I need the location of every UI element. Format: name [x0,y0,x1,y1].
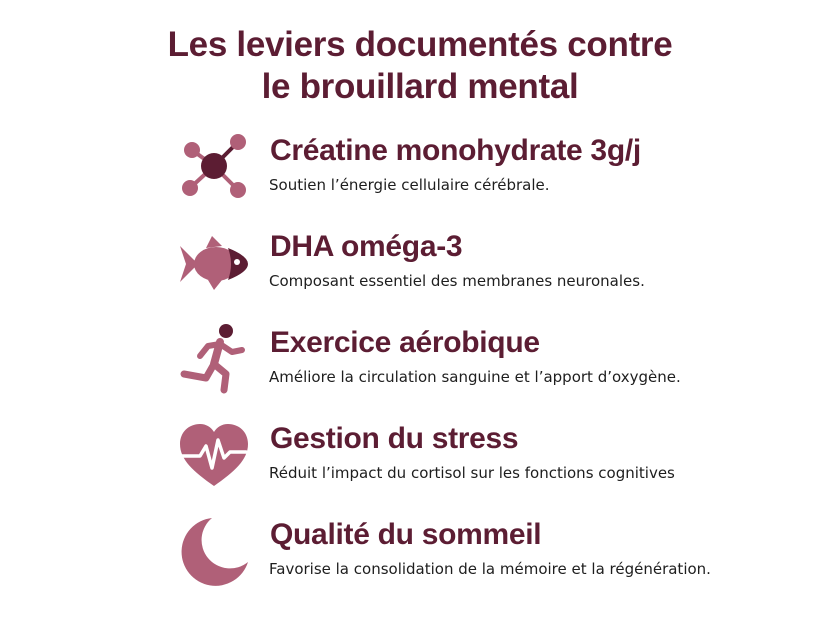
item-title: DHA oméga-3 [270,230,463,263]
list-item-stress [176,418,816,498]
fish-icon [176,226,252,302]
title-line-2: le brouillard mental [261,67,579,106]
item-description: Améliore la circulation sanguine et l’apport d’oxygène. [269,368,681,386]
heart-pulse-icon [176,418,252,494]
item-description: Soutien l’énergie cellulaire cérébrale. [269,176,550,194]
item-title: Créatine monohydrate 3g/j [270,134,641,167]
running-person-icon [176,322,252,398]
item-description: Favorise la consolidation de la mémoire et la régénération. [269,560,711,578]
moon-icon [176,514,252,590]
page-title [0,24,840,108]
item-description: Composant essentiel des membranes neuronales. [269,272,645,290]
list-item-exercise [176,322,816,402]
item-description: Réduit l’impact du cortisol sur les fonctions cognitives [269,464,675,482]
list-item-creatine [176,130,816,210]
item-title: Gestion du stress [270,422,519,455]
list-item-sleep [176,514,816,594]
molecule-icon [176,130,252,206]
item-title: Exercice aérobique [270,326,540,359]
item-title: Qualité du sommeil [270,518,542,551]
list-item-dha [176,226,816,306]
title-line-1: Les leviers documentés contre [167,25,673,64]
